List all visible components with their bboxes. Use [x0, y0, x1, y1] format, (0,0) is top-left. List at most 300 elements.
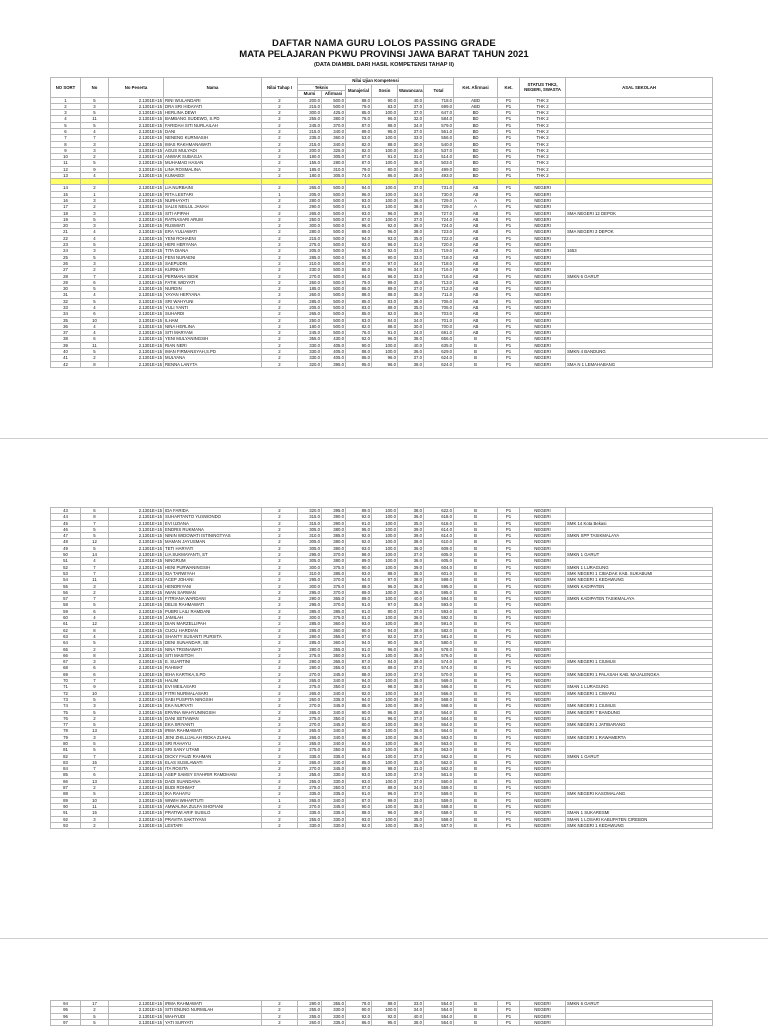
cell-sosio: 95.0 — [372, 128, 398, 134]
cell-afirmasi: 390.0 — [322, 514, 346, 520]
cell-status: NEGERI — [520, 715, 566, 721]
cell-nama: YENI ROHAENI — [164, 235, 262, 241]
cell-no-sort: 76 — [51, 715, 81, 721]
cell-manajerial: 88.0 — [346, 728, 372, 734]
cell-wawancara: 38.0 — [398, 298, 424, 304]
cell-no-peserta: 2.1301E+15 — [109, 759, 164, 765]
cell-nama: RITA LESTARI — [164, 191, 262, 197]
page-break-2 — [0, 938, 768, 939]
cell-no: 6 — [81, 772, 109, 778]
cell-ket: P1 — [498, 286, 520, 292]
cell-status: NEGERI — [520, 822, 566, 828]
cell-nilai-tahap: 2 — [262, 552, 298, 558]
cell-status: NEGERI — [520, 709, 566, 715]
cell-ket-afirmasi: B — [454, 646, 498, 652]
cell-no-sort: 26 — [51, 260, 81, 266]
cell-manajerial: 88.0 — [346, 671, 372, 677]
cell-no-sort: 74 — [51, 703, 81, 709]
cell-wawancara: 34.0 — [398, 267, 424, 273]
cell-murni: 330.0 — [298, 822, 322, 828]
cell-status: NEGERI — [520, 722, 566, 728]
cell-nama: TITA DIANA — [164, 248, 262, 254]
cell-wawancara: 34.0 — [398, 317, 424, 323]
cell-no-peserta: 2.1301E+15 — [109, 197, 164, 203]
cell-ket-afirmasi: B — [454, 791, 498, 797]
cell-no-peserta: 2.1301E+15 — [109, 286, 164, 292]
cell-asal-sekolah: SMK NEGERI 1 KEDAWUNG — [566, 577, 713, 583]
cell-sosio: 88.0 — [372, 323, 398, 329]
cell-ket: P1 — [498, 361, 520, 367]
cell-status: NEGERI — [520, 646, 566, 652]
cell-no-sort: 31 — [51, 292, 81, 298]
cell-manajerial: 81.0 — [346, 615, 372, 621]
cell-status: NEGERI — [520, 539, 566, 545]
cell-no-peserta: 2.1301E+15 — [109, 185, 164, 191]
cell-murni: 215.0 — [298, 128, 322, 134]
cell-no-peserta: 2.1301E+15 — [109, 602, 164, 608]
cell-no-peserta: 2.1301E+15 — [109, 747, 164, 753]
cell-ket-afirmasi: B — [454, 690, 498, 696]
cell-murni: 295.0 — [298, 552, 322, 558]
cell-ket-afirmasi: B — [454, 665, 498, 671]
cell-no-peserta: 2.1301E+15 — [109, 342, 164, 348]
cell-nama: SHANTY SUSANTI PURSITA — [164, 633, 262, 639]
table-body-negeri — [51, 185, 713, 368]
cell-nama: EVI UZIANA — [164, 520, 262, 526]
cell-afirmasi: 365.0 — [322, 596, 346, 602]
cell-total: 582.0 — [424, 627, 454, 633]
cell-no-sort: 57 — [51, 596, 81, 602]
cell-nilai-tahap: 2 — [262, 816, 298, 822]
cell-nilai-tahap: 2 — [262, 740, 298, 746]
cell-ket-afirmasi: B — [454, 570, 498, 576]
cell-total: 703.0 — [424, 311, 454, 317]
cell-afirmasi: 500.0 — [322, 279, 346, 285]
cell-nama: NURHAYATI — [164, 197, 262, 203]
cell-murni: 255.0 — [298, 1007, 322, 1013]
cell-manajerial: 91.0 — [346, 646, 372, 652]
cell-murni: 265.0 — [298, 311, 322, 317]
cell-nilai-tahap: 2 — [262, 355, 298, 361]
cell-sosio: 96.0 — [372, 791, 398, 797]
cell-nilai-tahap: 2 — [262, 709, 298, 715]
cell-manajerial: 94.0 — [346, 185, 372, 191]
cell-afirmasi: 375.0 — [322, 583, 346, 589]
cell-afirmasi: 375.0 — [322, 615, 346, 621]
cell-status: NEGERI — [520, 279, 566, 285]
cell-ket-afirmasi: B — [454, 349, 498, 355]
cell-sosio: 100.0 — [372, 185, 398, 191]
cell-murni: 320.0 — [298, 361, 322, 367]
cell-no-sort: 44 — [51, 514, 81, 520]
cell-no-peserta: 2.1301E+15 — [109, 229, 164, 235]
cell-nilai-tahap: 2 — [262, 722, 298, 728]
cell-no-peserta: 2.1301E+15 — [109, 349, 164, 355]
cell-murni: 280.0 — [298, 665, 322, 671]
cell-no-peserta: 2.1301E+15 — [109, 317, 164, 323]
cell-afirmasi: 340.0 — [322, 678, 346, 684]
cell-no: 5 — [81, 242, 109, 248]
cell-afirmasi: 355.0 — [322, 646, 346, 652]
cell-nilai-tahap: 2 — [262, 696, 298, 702]
cell-murni: 315.0 — [298, 520, 322, 526]
cell-no-sort: 16 — [51, 197, 81, 203]
cell-status: NEGERI — [520, 1001, 566, 1007]
cell-no-sort: 18 — [51, 210, 81, 216]
cell-ket: P1 — [498, 785, 520, 791]
cell-no: 2 — [81, 355, 109, 361]
cell-total: 605.0 — [424, 558, 454, 564]
cell-nama: FENI NURAENI — [164, 254, 262, 260]
cell-nama: SRI SANY UTAMI — [164, 747, 262, 753]
cell-no: 3 — [81, 141, 109, 147]
cell-sosio: 93.0 — [372, 235, 398, 241]
cell-murni: 335.0 — [298, 753, 322, 759]
cell-no-sort: 37 — [51, 330, 81, 336]
cell-wawancara: 38.0 — [398, 508, 424, 514]
cell-no-peserta: 2.1301E+15 — [109, 659, 164, 665]
cell-no: 5 — [81, 1013, 109, 1019]
cell-manajerial: 93.0 — [346, 210, 372, 216]
cell-total: 562.0 — [424, 766, 454, 772]
cell-no-sort: 95 — [51, 1007, 81, 1013]
cell-manajerial: 87.0 — [346, 216, 372, 222]
cell-no: 10 — [81, 690, 109, 696]
cell-wawancara: 31.0 — [398, 242, 424, 248]
cell-ket-afirmasi: B — [454, 1007, 498, 1013]
cell-sosio: 100.0 — [372, 740, 398, 746]
cell-no-sort: 85 — [51, 772, 81, 778]
cell-afirmasi: 330.0 — [322, 816, 346, 822]
cell-ket-afirmasi: BD — [454, 128, 498, 134]
cell-total: 716.0 — [424, 267, 454, 273]
cell-total: 699.0 — [424, 103, 454, 109]
cell-no-peserta: 2.1301E+15 — [109, 210, 164, 216]
cell-status: NEGERI — [520, 191, 566, 197]
cell-no: 7 — [81, 520, 109, 526]
cell-ket-afirmasi: BD — [454, 116, 498, 122]
cell-murni: 290.0 — [298, 659, 322, 665]
cell-total: 706.0 — [424, 298, 454, 304]
cell-afirmasi: 395.0 — [322, 508, 346, 514]
cell-no: 4 — [81, 292, 109, 298]
cell-no-peserta: 2.1301E+15 — [109, 545, 164, 551]
cell-afirmasi: 310.0 — [322, 166, 346, 172]
cell-total: 593.0 — [424, 608, 454, 614]
cell-status: NEGERI — [520, 298, 566, 304]
cell-ket: P1 — [498, 740, 520, 746]
cell-ket: P1 — [498, 791, 520, 797]
cell-total: 568.0 — [424, 696, 454, 702]
table-body-page-2 — [51, 508, 713, 829]
cell-manajerial: 79.0 — [346, 103, 372, 109]
cell-wawancara: 35.0 — [398, 570, 424, 576]
cell-sosio: 94.0 — [372, 627, 398, 633]
cell-nama: WIWIH WIHARTUTI — [164, 797, 262, 803]
cell-nama: FITRIANA WARDANI — [164, 596, 262, 602]
cell-ket: P1 — [498, 514, 520, 520]
cell-nilai-tahap: 2 — [262, 652, 298, 658]
cell-asal-sekolah: SMKN 6 GARUT — [566, 273, 713, 279]
cell-ket-afirmasi: B — [454, 696, 498, 702]
cell-status: NEGERI — [520, 703, 566, 709]
cell-manajerial: 80.0 — [346, 722, 372, 728]
cell-total: 712.0 — [424, 286, 454, 292]
cell-no-peserta: 2.1301E+15 — [109, 797, 164, 803]
cell-ket-afirmasi: BD — [454, 173, 498, 179]
cell-murni: 200.0 — [298, 147, 322, 153]
cell-total: 558.0 — [424, 810, 454, 816]
cell-nilai-tahap: 2 — [262, 822, 298, 828]
cell-ket-afirmasi: AB — [454, 305, 498, 311]
cell-manajerial: 86.0 — [346, 286, 372, 292]
cell-status: NEGERI — [520, 267, 566, 273]
cell-nama: RENNA LANYTA — [164, 361, 262, 367]
cell-murni: 265.0 — [298, 740, 322, 746]
cell-murni: 290.0 — [298, 204, 322, 210]
cell-total: 537.0 — [424, 147, 454, 153]
cell-ket-afirmasi: B — [454, 552, 498, 558]
cell-afirmasi: 360.0 — [322, 627, 346, 633]
cell-no-sort: 51 — [51, 558, 81, 564]
cell-no-peserta: 2.1301E+15 — [109, 110, 164, 116]
cell-ket-afirmasi: B — [454, 822, 498, 828]
cell-no-peserta: 2.1301E+15 — [109, 734, 164, 740]
cell-nilai-tahap: 2 — [262, 608, 298, 614]
cell-afirmasi: 335.0 — [322, 791, 346, 797]
cell-no: 4 — [81, 235, 109, 241]
cell-murni: 275.0 — [298, 242, 322, 248]
cell-nama: HENI PURWANINGSIH — [164, 564, 262, 570]
cell-murni: 185.0 — [298, 166, 322, 172]
cell-asal-sekolah: SMA N 1 LEMAHABANG — [566, 361, 713, 367]
cell-wawancara: 36.0 — [398, 583, 424, 589]
cell-total: 561.0 — [424, 772, 454, 778]
cell-status: NEGERI — [520, 740, 566, 746]
cell-no-peserta: 2.1301E+15 — [109, 558, 164, 564]
cell-no-sort: 49 — [51, 545, 81, 551]
cell-nama: E. SUARTINI — [164, 659, 262, 665]
cell-no-sort: 69 — [51, 671, 81, 677]
cell-murni: 255.0 — [298, 116, 322, 122]
cell-no-peserta: 2.1301E+15 — [109, 520, 164, 526]
cell-sosio: 83.0 — [372, 103, 398, 109]
cell-nama: MUHAMAD HASAN — [164, 160, 262, 166]
cell-wawancara: 35.0 — [398, 678, 424, 684]
cell-no-peserta: 2.1301E+15 — [109, 279, 164, 285]
cell-nilai-tahap: 2 — [262, 514, 298, 520]
cell-ket: P1 — [498, 671, 520, 677]
cell-total: 616.0 — [424, 520, 454, 526]
cell-manajerial: 94.0 — [346, 678, 372, 684]
cell-no-sort: 42 — [51, 361, 81, 367]
cell-nilai-tahap: 2 — [262, 210, 298, 216]
cell-ket-afirmasi: B — [454, 684, 498, 690]
cell-ket-afirmasi: B — [454, 621, 498, 627]
cell-no: 3 — [81, 583, 109, 589]
cell-ket-afirmasi: AB — [454, 248, 498, 254]
cell-ket-afirmasi: B — [454, 526, 498, 532]
cell-status: THK 2 — [520, 122, 566, 128]
cell-murni: 285.0 — [298, 621, 322, 627]
cell-nilai-tahap: 2 — [262, 615, 298, 621]
cell-wawancara: 36.0 — [398, 311, 424, 317]
cell-ket: P1 — [498, 191, 520, 197]
cell-total: 605.0 — [424, 552, 454, 558]
cell-no: 7 — [81, 564, 109, 570]
cell-no-peserta: 2.1301E+15 — [109, 1019, 164, 1025]
cell-nilai-tahap: 2 — [262, 110, 298, 116]
cell-status: NEGERI — [520, 728, 566, 734]
cell-wawancara: 34.0 — [398, 690, 424, 696]
cell-manajerial: 79.0 — [346, 166, 372, 172]
cell-no-sort: 2 — [51, 103, 81, 109]
cell-murni: 310.0 — [298, 570, 322, 576]
cell-total: 568.0 — [424, 703, 454, 709]
cell-ket: P1 — [498, 615, 520, 621]
cell-no-sort: 34 — [51, 311, 81, 317]
cell-nama: LIA NURBAINI — [164, 185, 262, 191]
cell-wawancara: 37.0 — [398, 355, 424, 361]
cell-total: 599.0 — [424, 577, 454, 583]
cell-sosio: 100.0 — [372, 204, 398, 210]
cell-murni: 215.0 — [298, 103, 322, 109]
cell-afirmasi: 500.0 — [322, 292, 346, 298]
cell-no-sort: 90 — [51, 803, 81, 809]
cell-no: 2 — [81, 715, 109, 721]
cell-nilai-tahap: 2 — [262, 204, 298, 210]
cell-total: 560.0 — [424, 778, 454, 784]
cell-nama: KURNIATI — [164, 267, 262, 273]
cell-ket-afirmasi: BD — [454, 154, 498, 160]
table-row — [51, 822, 713, 828]
cell-nilai-tahap: 2 — [262, 122, 298, 128]
cell-nilai-tahap: 2 — [262, 633, 298, 639]
cell-status: NEGERI — [520, 753, 566, 759]
cell-sosio: 100.0 — [372, 147, 398, 153]
cell-no-sort: 3 — [51, 110, 81, 116]
cell-no-sort: 79 — [51, 734, 81, 740]
table-body-page-3 — [51, 1001, 713, 1026]
cell-manajerial: 89.0 — [346, 508, 372, 514]
cell-nilai-tahap: 2 — [262, 248, 298, 254]
cell-afirmasi: 355.0 — [322, 1001, 346, 1007]
cell-ket-afirmasi: AB — [454, 210, 498, 216]
cell-sosio: 88.0 — [372, 292, 398, 298]
cell-no: 6 — [81, 608, 109, 614]
cell-manajerial: 90.0 — [346, 627, 372, 633]
cell-no-sort: 20 — [51, 223, 81, 229]
cell-no-peserta: 2.1301E+15 — [109, 810, 164, 816]
cell-status: NEGERI — [520, 640, 566, 646]
cell-ket: P1 — [498, 204, 520, 210]
cell-sosio: 89.0 — [372, 665, 398, 671]
cell-ket: P1 — [498, 715, 520, 721]
cell-murni: 280.0 — [298, 633, 322, 639]
cell-sosio: 96.0 — [372, 583, 398, 589]
cell-nilai-tahap: 2 — [262, 154, 298, 160]
cell-status: NEGERI — [520, 665, 566, 671]
cell-no-peserta: 2.1301E+15 — [109, 690, 164, 696]
cell-status: NEGERI — [520, 583, 566, 589]
cell-murni: 280.0 — [298, 1001, 322, 1007]
cell-no: 11 — [81, 342, 109, 348]
cell-wawancara: 37.0 — [398, 715, 424, 721]
cell-wawancara: 36.0 — [398, 589, 424, 595]
cell-total: 593.0 — [424, 602, 454, 608]
cell-total: 558.0 — [424, 803, 454, 809]
cell-murni: 180.0 — [298, 323, 322, 329]
cell-no-sort: 8 — [51, 141, 81, 147]
cell-status: NEGERI — [520, 778, 566, 784]
cell-no-sort: 30 — [51, 286, 81, 292]
cell-manajerial: 88.0 — [346, 97, 372, 103]
cell-nama: IRMA RAHMAWATI — [164, 728, 262, 734]
cell-ket: P1 — [498, 728, 520, 734]
cell-total: 718.0 — [424, 97, 454, 103]
cell-nama: LESTARI — [164, 822, 262, 828]
cell-manajerial: 91.0 — [346, 791, 372, 797]
cell-ket: P1 — [498, 103, 520, 109]
cell-afirmasi: 345.0 — [322, 671, 346, 677]
cell-wawancara: 37.0 — [398, 665, 424, 671]
cell-ket: P1 — [498, 323, 520, 329]
cell-manajerial: 92.0 — [346, 514, 372, 520]
cell-sosio: 91.0 — [372, 154, 398, 160]
cell-total: 701.0 — [424, 317, 454, 323]
cell-nama: HERLINA DEWI — [164, 110, 262, 116]
cell-no: 4 — [81, 633, 109, 639]
cell-total: 557.0 — [424, 822, 454, 828]
cell-ket-afirmasi: BD — [454, 141, 498, 147]
cell-status: THK 2 — [520, 103, 566, 109]
cell-manajerial: 91.0 — [346, 204, 372, 210]
cell-asal-sekolah: SMK NEGERI 1 CIUMUS — [566, 659, 713, 665]
cell-sosio: 91.0 — [372, 330, 398, 336]
cell-nama: BAMBANG SUDEWO, S.PD — [164, 116, 262, 122]
cell-no-peserta: 2.1301E+15 — [109, 323, 164, 329]
cell-no-peserta: 2.1301E+15 — [109, 336, 164, 342]
cell-murni: 215.0 — [298, 235, 322, 241]
cell-manajerial: 82.0 — [346, 141, 372, 147]
cell-wawancara: 32.0 — [398, 116, 424, 122]
cell-ket: P1 — [498, 778, 520, 784]
cell-sosio: 100.0 — [372, 526, 398, 532]
cell-no-peserta: 2.1301E+15 — [109, 116, 164, 122]
cell-status: THK 2 — [520, 173, 566, 179]
cell-nilai-tahap: 2 — [262, 564, 298, 570]
cell-sosio: 97.0 — [372, 577, 398, 583]
cell-no-peserta: 2.1301E+15 — [109, 242, 164, 248]
cell-no-sort: 73 — [51, 696, 81, 702]
col-murni: Murni — [298, 91, 322, 98]
cell-afirmasi: 355.0 — [322, 633, 346, 639]
cell-no: 7 — [81, 596, 109, 602]
cell-sosio: 100.0 — [372, 778, 398, 784]
cell-murni: 305.0 — [298, 545, 322, 551]
cell-murni: 265.0 — [298, 185, 322, 191]
cell-nilai-tahap: 2 — [262, 273, 298, 279]
cell-no-sort: 81 — [51, 747, 81, 753]
cell-wawancara: 36.0 — [398, 734, 424, 740]
cell-nilai-tahap: 2 — [262, 292, 298, 298]
cell-no-peserta: 2.1301E+15 — [109, 564, 164, 570]
cell-total: 618.0 — [424, 514, 454, 520]
cell-wawancara: 37.0 — [398, 286, 424, 292]
cell-afirmasi: 335.0 — [322, 1019, 346, 1025]
cell-wawancara: 30.0 — [398, 323, 424, 329]
cell-murni: 265.0 — [298, 734, 322, 740]
